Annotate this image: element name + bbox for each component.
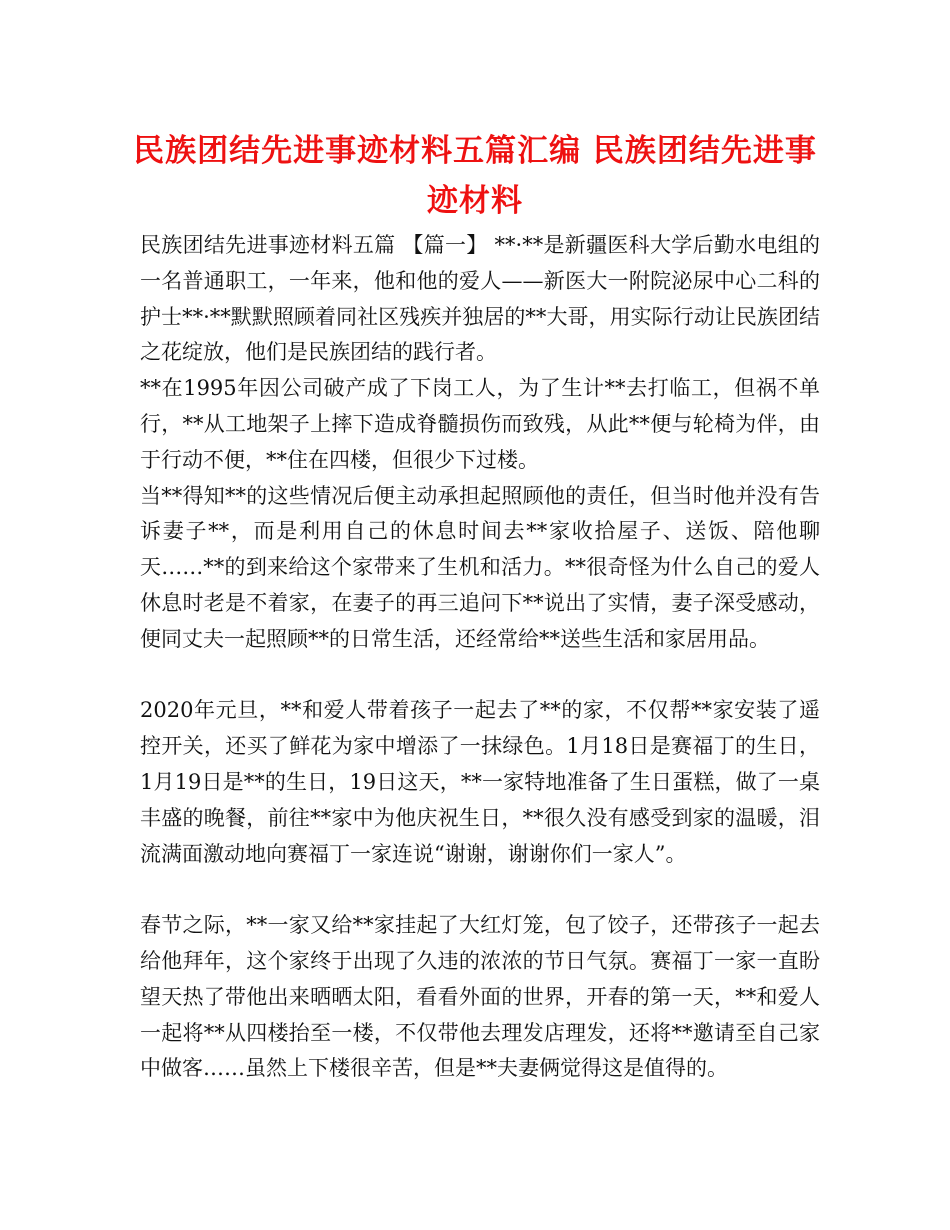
paragraph: 2020年元旦，**和爱人带着孩子一起去了**的家，不仅帮**家安装了遥控开关，还买了鲜花为家中增添了一抹绿色。1月18日是赛福丁的生日，1月19日是**的生日，19日这天，**一家特地准备了生日蛋糕，做了一桌丰盛的晚餐，前往**家中为他庆祝生日，**很久没有感受到家的温暖，泪流满面激动地向赛福丁一家连说“谢谢，谢谢你们一家人”。 xyxy=(140,698,820,866)
paragraph: 春节之际，**一家又给**家挂起了大红灯笼，包了饺子，还带孩子一起去给他拜年，这个家终于出现了久违的浓浓的节日气氛。赛福丁一家一直盼望天热了带他出来晒晒太阳，看看外面的世界，开春的第一天，**和爱人一起将**从四楼抬至一楼，不仅带他去理发店理发，还将**邀请至自己家中做客……虽然上下楼很辛苦，但是**夫妻俩觉得这是值得的。 xyxy=(140,913,820,1081)
paragraph: 当**得知**的这些情况后便主动承担起照顾他的责任，但当时他并没有告诉妻子**，而是利用自己的休息时间去**家收拾屋子、送饭、陪他聊天……**的到来给这个家带来了生机和活力。**很奇怪为什么自己的爱人休息时老是不着家，在妻子的再三追问下**说出了实情，妻子深受感动，便同丈夫一起照顾**的日常生活，还经常给**送些生活和家居用品。 xyxy=(140,483,820,651)
paragraph: **在1995年因公司破产成了下岗工人，为了生计**去打临工，但祸不单行，**从工地架子上摔下造成脊髓损伤而致残，从此**便与轮椅为伴，由于行动不便，**住在四楼，但很少下过楼。 xyxy=(140,376,820,472)
document-title: 民族团结先进事迹材料五篇汇编 民族团结先进事迹材料 xyxy=(133,133,817,219)
document-body xyxy=(140,228,820,1087)
paragraph: 民族团结先进事迹材料五篇 【篇一】 **·**是新疆医科大学后勤水电组的一名普通职工，一年来，他和他的爱人——新医大一附院泌尿中心二科的护士**·**默默照顾着同社区残疾并独居的**大哥，用实际行动让民族团结之花绽放，他们是民族团结的践行者。 xyxy=(140,233,820,365)
